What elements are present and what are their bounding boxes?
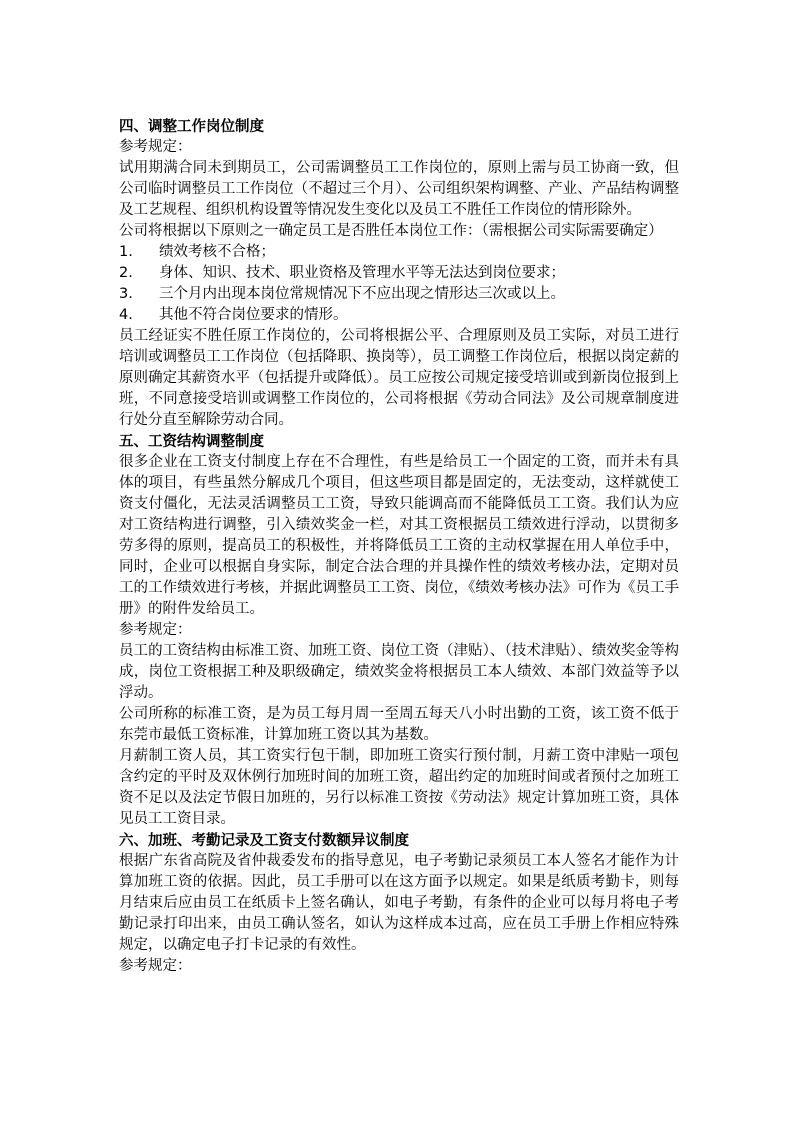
section-heading-overtime-attendance: 六、加班、考勤记录及工资支付数额异议制度	[119, 832, 409, 849]
list-item	[119, 263, 679, 284]
paragraph: 很多企业在工资支付制度上存在不合理性，有些是给员工一个固定的工资，而并未有具体的项目，有些虽然分解成几个项目，但这些项目都是固定的，无法变动，这样就使工资支付僵化，无法灵活调整员工工资，导致只能调高而不能降低员工工资。我们认为应对工资结构进行调整，引入绩效奖金一栏，对其工资根据员工绩效进行浮动，以贯彻多劳多得的原则，提高员工的积极性，并将降低员工工资的主动权掌握在用人单位手中，同时，企业可以根据自身实际，制定合法合理的并具操作性的绩效考核办法，定期对员工的工作绩效进行考核，并据此调整员工工资、岗位，《绩效考核办法》可作为《员工手册》的附件发给员工。	[119, 454, 679, 617]
list-item	[119, 305, 679, 326]
reference-label: 参考规定：	[119, 622, 192, 638]
paragraph: 员工经证实不胜任原工作岗位的，公司将根据公平、合理原则及员工实际，对员工进行培训或调整员工工作岗位（包括降职、换岗等），员工调整工作岗位后，根据以岗定薪的原则确定其薪资水平（包括提升或降低）。员工应按公司规定接受培训或到新岗位报到上班，不同意接受培训或调整工作岗位的，公司将根据《劳动合同法》及公司规章制度进行处分直至解除劳动合同。	[119, 328, 679, 428]
list-text: 身体、知识、技术、职业资格及管理水平等无法达到岗位要求；	[159, 265, 565, 281]
list-text: 其他不符合岗位要求的情形。	[159, 307, 348, 323]
list-text: 绩效考核不合格；	[159, 244, 275, 260]
list-item	[119, 242, 679, 263]
paragraph: 员工的工资结构由标准工资、加班工资、岗位工资（津贴）、（技术津贴）、绩效奖金等构成，岗位工资根据工种及职级确定，绩效奖金将根据员工本人绩效、本部门效益等予以浮动。	[119, 643, 679, 701]
paragraph: 根据广东省高院及省仲裁委发布的指导意见，电子考勤记录须员工本人签名才能作为计算加班工资的依据。因此，员工手册可以在这方面予以规定。如果是纸质考勤卡，则每月结束后应由员工在纸质卡上签名确认，如电子考勤，有条件的企业可以每月将电子考勤记录打印出来，由员工确认签名，如认为这样成本过高，应在员工手册上作相应特殊规定，以确定电子打卡记录的有效性。	[119, 853, 679, 953]
section-heading-wage-structure: 五、工资结构调整制度	[119, 433, 264, 450]
section-heading-adjust-position: 四、调整工作岗位制度	[119, 118, 264, 135]
list-number: 3.	[119, 286, 133, 302]
list-number: 4.	[119, 307, 133, 323]
paragraph: 月薪制工资人员，其工资实行包干制，即加班工资实行预付制，月薪工资中津贴一项包含约定的平时及双休例行加班时间的加班工资，超出约定的加班时间或者预付之加班工资不足以及法定节假日加班的，另行以标准工资按《劳动法》规定计算加班工资，具体见员工工资目录。	[119, 748, 679, 827]
reference-label: 参考规定：	[119, 958, 192, 974]
paragraph: 试用期满合同未到期员工，公司需调整员工工作岗位的，原则上需与员工协商一致，但公司临时调整员工工作岗位（不超过三个月）、公司组织架构调整、产业、产品结构调整及工艺规程、组织机构设置等情况发生变化以及员工不胜任工作岗位的情形除外。	[119, 160, 679, 218]
list-number: 2.	[119, 265, 133, 281]
paragraph: 公司将根据以下原则之一确定员工是否胜任本岗位工作：（需根据公司实际需要确定）	[119, 223, 663, 239]
document-page	[119, 116, 679, 977]
list-number: 1.	[119, 244, 133, 260]
reference-label: 参考规定：	[119, 139, 192, 155]
list-text: 三个月内出现本岗位常规情况下不应出现之情形达三次或以上。	[159, 286, 565, 302]
paragraph: 公司所称的标准工资，是为员工每月周一至周五每天八小时出勤的工资，该工资不低于东莞市最低工资标准，计算加班工资以其为基数。	[119, 706, 679, 743]
list-item	[119, 284, 679, 305]
